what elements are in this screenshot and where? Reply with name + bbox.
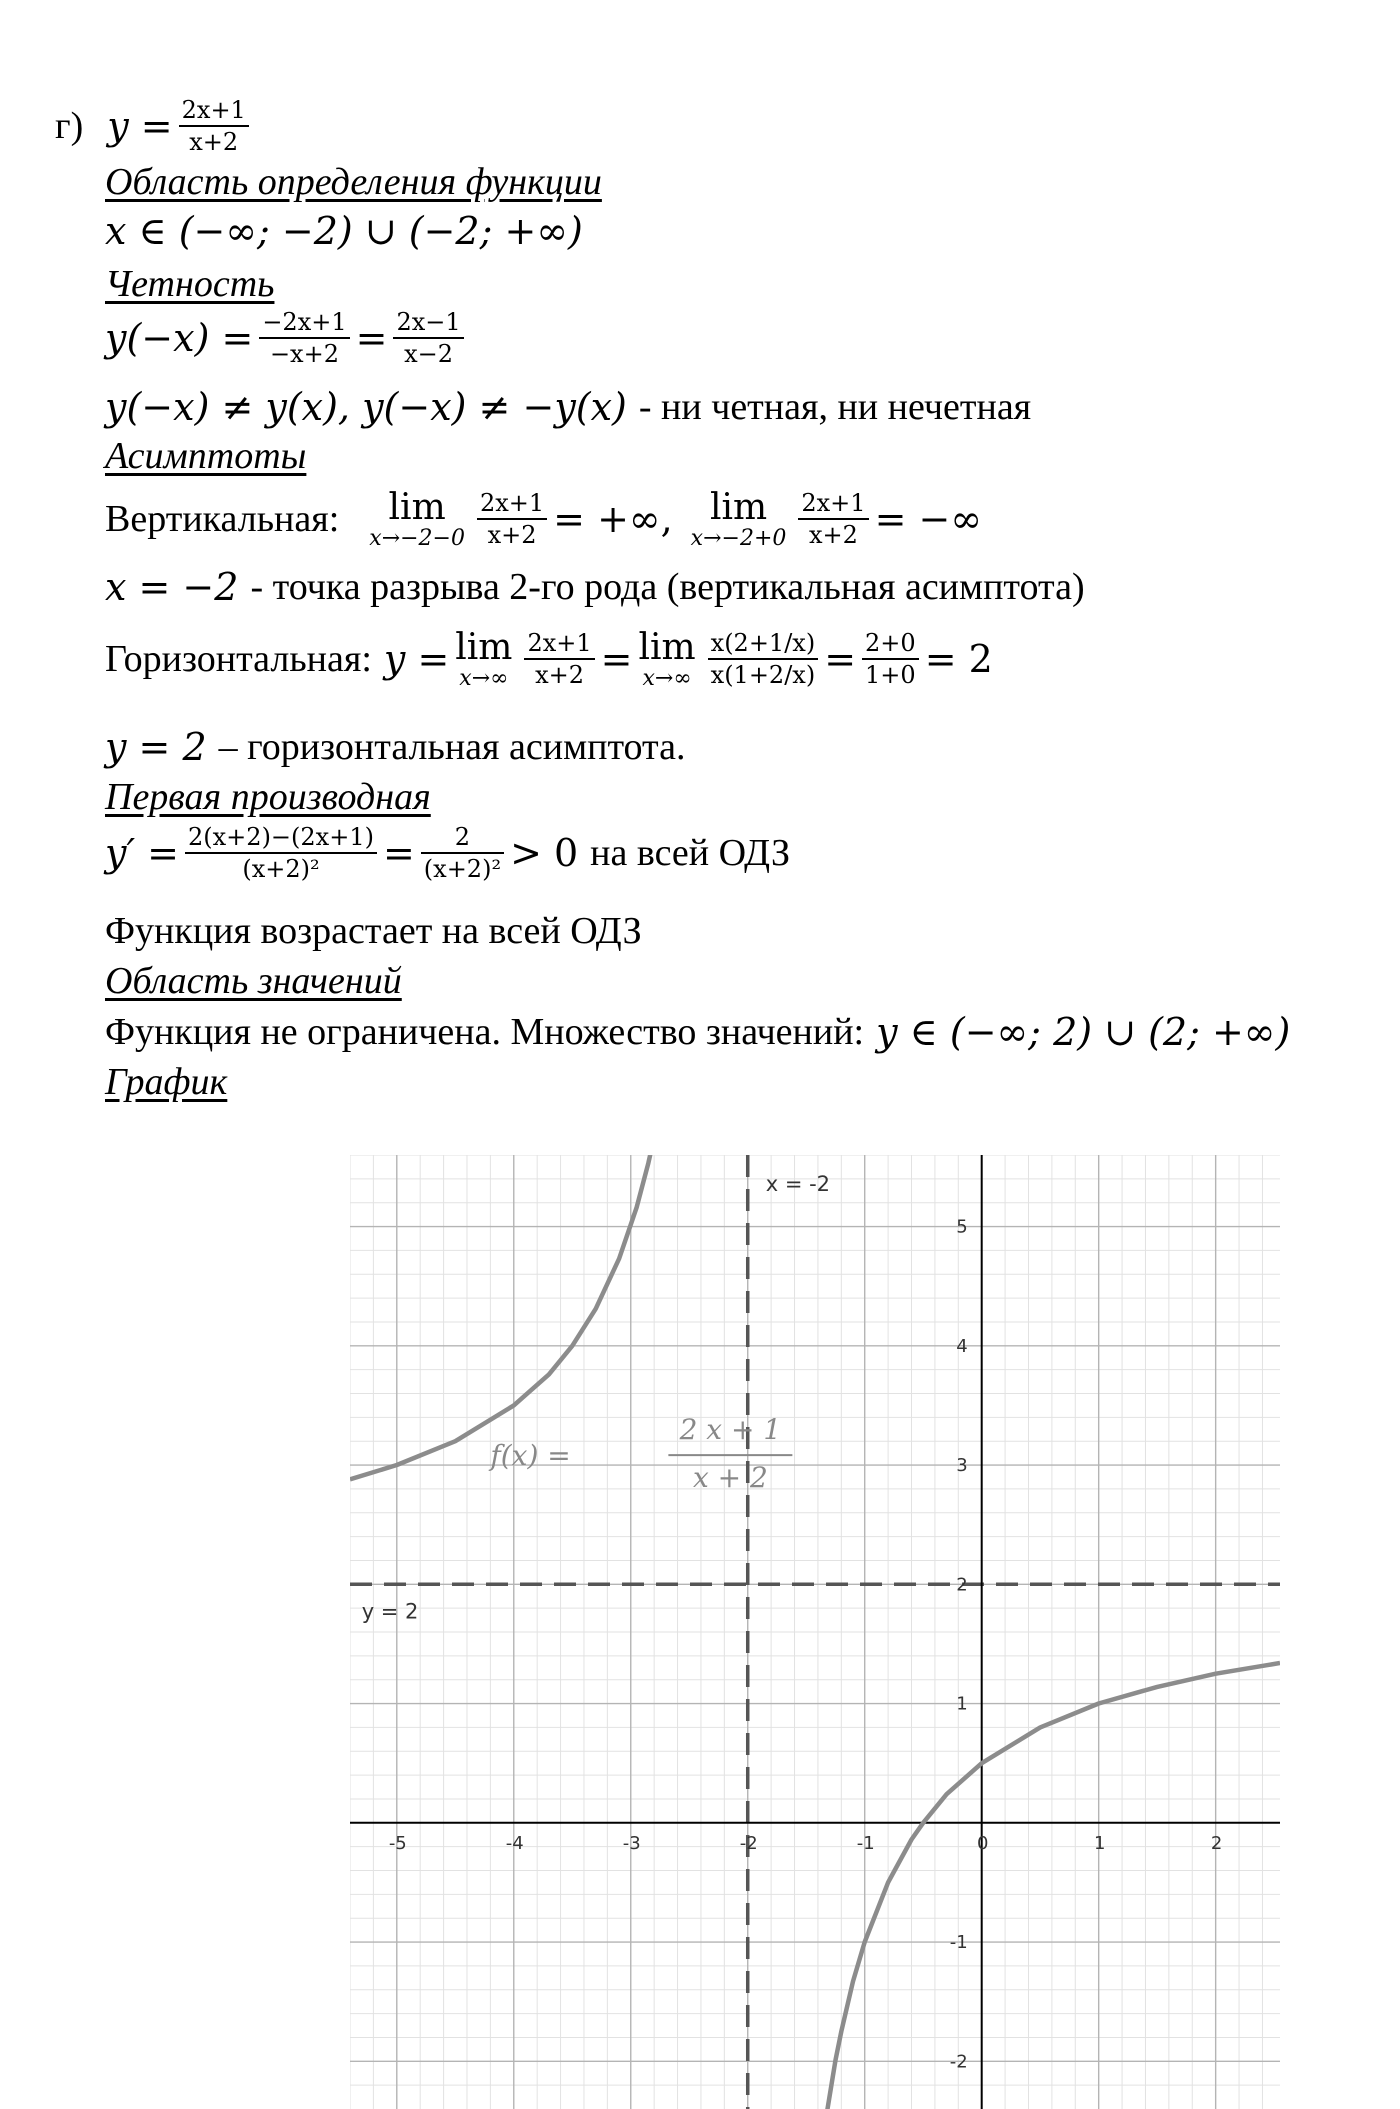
- x-tick-label: -3: [622, 1832, 641, 1854]
- limit-1: lim x→−2−0: [369, 487, 465, 551]
- function-fraction: $\frac{2x+1}{x+2}$: [179, 95, 249, 157]
- curve-left-branch: [350, 1155, 654, 1479]
- graph-heading: График: [105, 1061, 228, 1103]
- x-tick-label: -2: [739, 1832, 758, 1854]
- function-graph: [350, 1155, 1280, 2109]
- derivative-heading: Первая производная: [105, 776, 431, 818]
- y-tick-label: 2: [956, 1574, 968, 1596]
- parity-heading: Четность: [105, 263, 275, 305]
- x-tick-label: -1: [856, 1832, 875, 1854]
- horizontal-asymptote-conclusion: y = 2 – горизонтальная асимптота.: [105, 725, 686, 769]
- y-tick-label: 4: [956, 1335, 968, 1357]
- domain-formula: x ∈ (−∞; −2) ∪ (−2; +∞): [105, 209, 583, 253]
- x-tick-label: 2: [1210, 1832, 1223, 1854]
- vertical-asymptote-line: Вертикальная: lim x→−2−0 $\frac{2x+1}{x+2}$ = +∞, lim x→−2+0 $\frac{2x+1}{x+2}$ = −∞: [105, 487, 982, 551]
- domain-heading: Область определения функции: [105, 161, 602, 203]
- break-point-line: x = −2 - точка разрыва 2-го рода (вертикальная асимптота): [105, 565, 1085, 609]
- derivative-conclusion: Функция возрастает на всей ОДЗ: [105, 910, 642, 952]
- horizontal-asymptote-label: y = 2: [361, 1599, 419, 1624]
- parity-fraction-2: $\frac{2x-1}{x-2}$: [393, 307, 463, 369]
- item-label: г): [55, 105, 84, 147]
- y-tick-label: 1: [956, 1693, 968, 1715]
- asymptotes-heading: Асимптоты: [105, 435, 307, 477]
- curve-right-branch: [827, 1663, 1280, 2109]
- x-tick-label: -4: [505, 1832, 524, 1854]
- function-line: [55, 95, 255, 157]
- y-tick-label: 5: [956, 1216, 968, 1238]
- y-tick-label: 3: [956, 1455, 968, 1477]
- horizontal-asymptote-line: Горизонтальная: y = lim x→∞ $\frac{2x+1}{x+2}$ = lim x→∞ $\frac{x(2+1/x)}{x(1+2/x)}$ = $\frac{2+0}{1+0}$ = 2: [105, 627, 993, 691]
- graph-labels: [362, 1172, 830, 1623]
- function-label-lhs: f(x) =: [490, 1439, 571, 1473]
- range-heading: Область значений: [105, 960, 402, 1002]
- x-tick-label: 1: [1093, 1832, 1106, 1854]
- range-line: Функция не ограничена. Множество значений: y ∈ (−∞; 2) ∪ (2; +∞): [105, 1010, 1291, 1054]
- limit-2: lim x→−2+0: [690, 487, 787, 551]
- x-tick-label: -5: [388, 1832, 407, 1854]
- y-tick-label: -2: [949, 2051, 968, 2073]
- minor-grid: [350, 1155, 1280, 2109]
- y-tick-label: -1: [949, 1932, 968, 1954]
- x-tick-label: 0: [976, 1832, 989, 1854]
- vertical-asymptote-label: x = -2: [765, 1172, 831, 1196]
- parity-line-2: y(−x) ≠ y(x), y(−x) ≠ −y(x) - ни четная, ни нечетная: [105, 385, 1032, 429]
- parity-line-1: y(−x) = $\frac{-2x+1}{-x+2}$ = $\frac{2x-1}{x-2}$: [105, 307, 470, 369]
- function-lhs: y =: [107, 104, 173, 148]
- function-label-numerator: 2 x + 1: [679, 1413, 782, 1447]
- function-label-denominator: x + 2: [692, 1461, 768, 1495]
- parity-fraction-1: $\frac{-2x+1}{-x+2}$: [259, 307, 349, 369]
- derivative-line: y′ = $\frac{2(x+2)-(2x+1)}{\text{(x+2)²}}$ = $\frac{2}{\text{(x+2)²}}$ > 0 на всей ОДЗ: [105, 823, 791, 883]
